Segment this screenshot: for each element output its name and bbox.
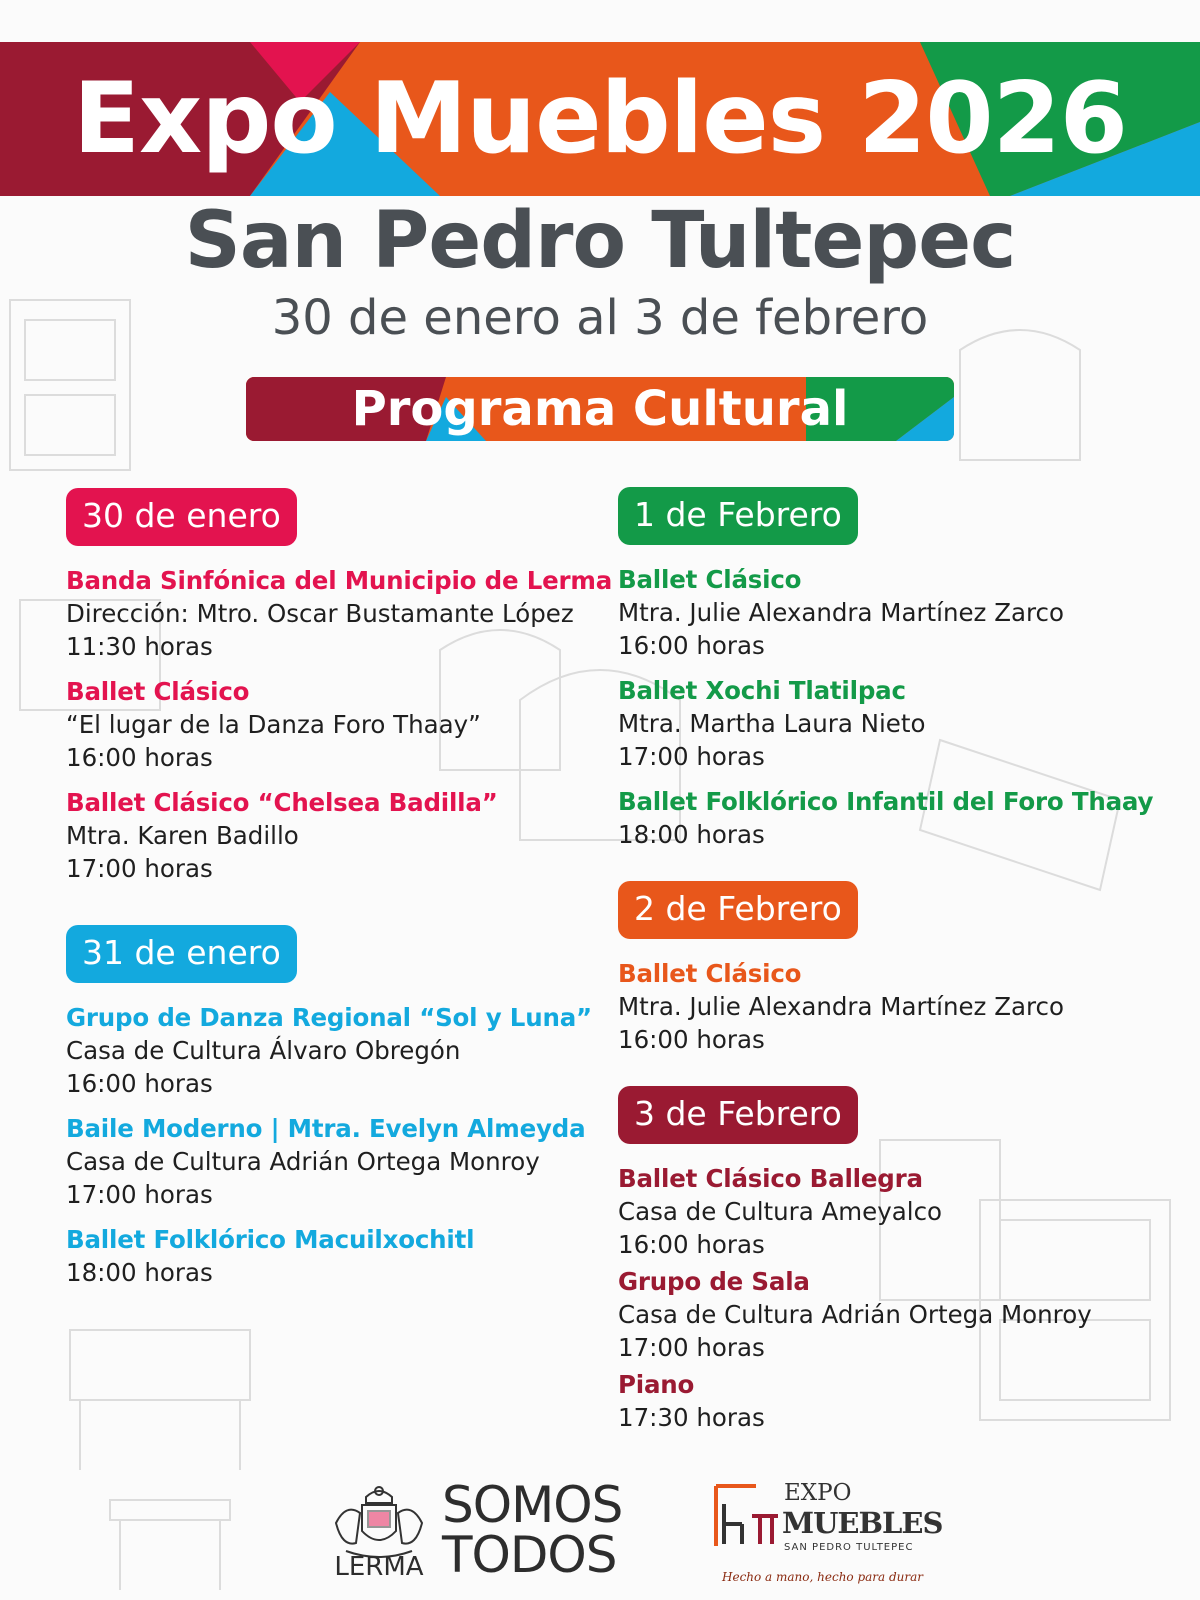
event-item: [618, 1265, 1178, 1364]
event-title: Banda Sinfónica del Municipio de Lerma: [66, 566, 613, 595]
location-label: SAN PEDRO TULTEPEC: [784, 1542, 914, 1553]
event-time: 17:30 horas: [618, 1403, 765, 1432]
event-time: 17:00 horas: [66, 1180, 213, 1209]
footer-logos: [0, 1470, 1200, 1590]
event-time: 16:00 horas: [66, 1069, 213, 1098]
event-location: San Pedro Tultepec: [184, 196, 1016, 286]
event-item: [618, 1162, 1178, 1261]
event-item: [66, 1223, 606, 1289]
event-detail: Mtra. Julie Alexandra Martínez Zarco: [618, 598, 1064, 627]
event-detail: Dirección: Mtro. Oscar Bustamante López: [66, 599, 574, 628]
event-time: 17:00 horas: [66, 854, 213, 883]
event-item: [66, 564, 613, 663]
event-time: 17:00 horas: [618, 742, 765, 771]
expo-label: EXPO: [784, 1480, 852, 1506]
expo-muebles-chair-icon: [712, 1480, 782, 1554]
day-30-enero: [66, 488, 613, 885]
muebles-label: MUEBLES: [782, 1506, 943, 1540]
day-badge: 3 de Febrero: [618, 1086, 858, 1144]
event-title: Ballet Clásico: [618, 959, 802, 988]
event-title: Baile Moderno | Mtra. Evelyn Almeyda: [66, 1114, 586, 1143]
event-time: 16:00 horas: [618, 1025, 765, 1054]
day-1-febrero: [618, 487, 1178, 851]
event-detail: Casa de Cultura Adrián Ortega Monroy: [66, 1147, 540, 1176]
event-title: Grupo de Sala: [618, 1267, 810, 1296]
event-title: Expo Muebles 2026: [73, 62, 1127, 176]
day-badge: 31 de enero: [66, 925, 297, 983]
program-title: Programa Cultural: [351, 381, 849, 437]
event-detail: Casa de Cultura Álvaro Obregón: [66, 1036, 461, 1065]
program-banner: [246, 377, 954, 441]
event-item: [618, 1368, 1178, 1434]
event-time: 11:30 horas: [66, 632, 213, 661]
event-title: Grupo de Danza Regional “Sol y Luna”: [66, 1003, 592, 1032]
event-title: Ballet Clásico: [66, 677, 250, 706]
day-badge: 2 de Febrero: [618, 881, 858, 939]
event-detail: Mtra. Martha Laura Nieto: [618, 709, 926, 738]
event-title: Ballet Clásico Ballegra: [618, 1164, 923, 1193]
event-title: Ballet Clásico: [618, 565, 802, 594]
event-title: Ballet Folklórico Infantil del Foro Thaay: [618, 787, 1154, 816]
event-item: [66, 675, 606, 774]
event-item: [618, 957, 1178, 1056]
header-banner: [0, 42, 1200, 196]
event-item: [618, 674, 1178, 773]
event-item: [66, 786, 606, 885]
todos-label: TODOS: [442, 1526, 617, 1584]
event-time: 18:00 horas: [618, 820, 765, 849]
day-badge: 30 de enero: [66, 488, 297, 546]
lerma-label: LERMA: [334, 1552, 424, 1582]
event-item: [618, 563, 1178, 662]
day-2-febrero: [618, 881, 1178, 1056]
event-time: 18:00 horas: [66, 1258, 213, 1287]
event-item: [66, 1001, 606, 1100]
event-item: [618, 785, 1178, 851]
event-time: 16:00 horas: [618, 631, 765, 660]
event-time: 17:00 horas: [618, 1333, 765, 1362]
event-time: 16:00 horas: [66, 743, 213, 772]
event-title: Piano: [618, 1370, 695, 1399]
event-detail: Mtra. Julie Alexandra Martínez Zarco: [618, 992, 1064, 1021]
day-3-febrero: [618, 1086, 1178, 1434]
schedule-right-column: [618, 487, 1178, 1464]
event-title: Ballet Folklórico Macuilxochitl: [66, 1225, 475, 1254]
event-detail: Mtra. Karen Badillo: [66, 821, 299, 850]
event-title: Ballet Xochi Tlatilpac: [618, 676, 906, 705]
event-detail: “El lugar de la Danza Foro Thaay”: [66, 710, 481, 739]
event-detail: Casa de Cultura Ameyalco: [618, 1197, 943, 1226]
day-31-enero: [66, 925, 606, 1289]
event-detail: Casa de Cultura Adrián Ortega Monroy: [618, 1300, 1092, 1329]
day-badge: 1 de Febrero: [618, 487, 858, 545]
slogan: Hecho a mano, hecho para durar: [722, 1570, 924, 1584]
somos-label: SOMOS: [442, 1476, 623, 1534]
event-time: 16:00 horas: [618, 1230, 765, 1259]
event-dates: 30 de enero al 3 de febrero: [271, 290, 929, 346]
event-title: Ballet Clásico “Chelsea Badilla”: [66, 788, 498, 817]
schedule-left-column: [66, 488, 613, 1319]
event-item: [66, 1112, 606, 1211]
